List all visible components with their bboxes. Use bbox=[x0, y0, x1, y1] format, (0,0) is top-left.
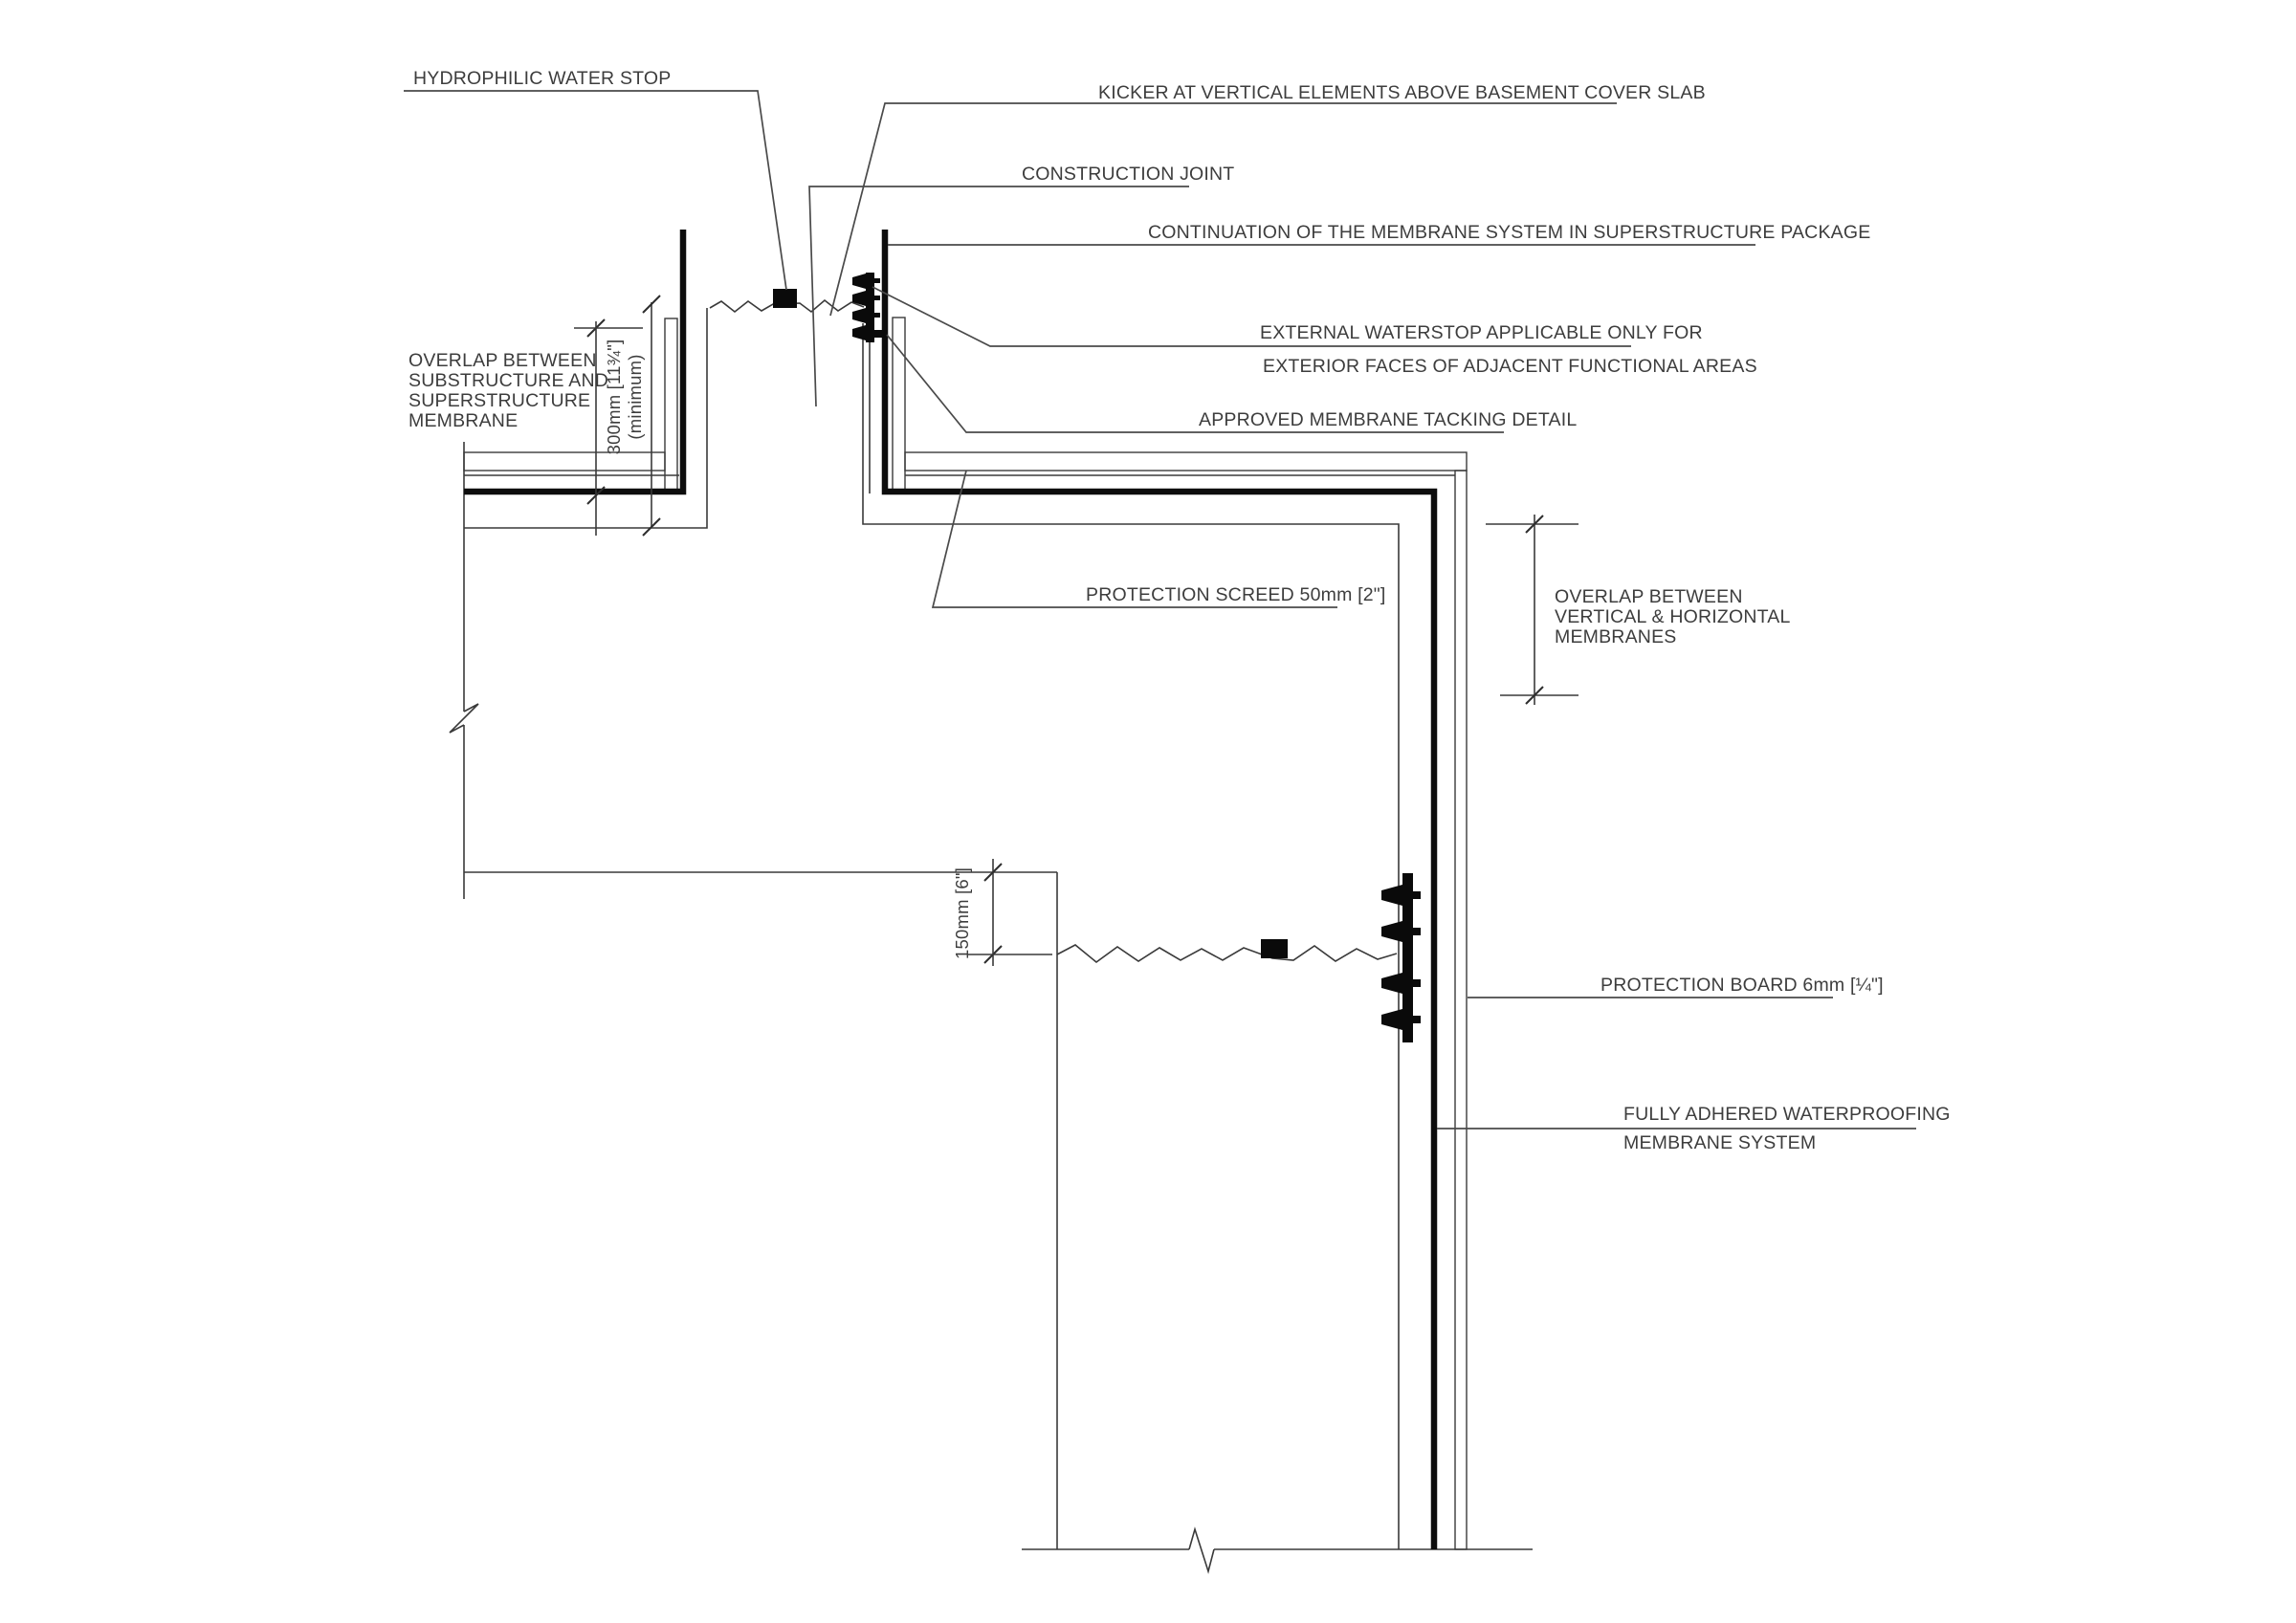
external-waterstop-upper bbox=[852, 273, 886, 342]
kicker-slab-wall-outline bbox=[863, 323, 1399, 1549]
dim-300-text: 300mm [11¾"] bbox=[604, 339, 624, 455]
break-symbol-bottom bbox=[1189, 1529, 1214, 1571]
annotations bbox=[408, 68, 1951, 1153]
construction-joint-label: CONSTRUCTION JOINT bbox=[1022, 164, 1235, 185]
tack-hatch-left bbox=[665, 318, 677, 491]
concrete-outlines bbox=[450, 308, 1533, 1571]
dimension-150mm bbox=[952, 859, 1052, 966]
overlap-vh-label-line3: MEMBRANES bbox=[1555, 626, 1677, 647]
waterstop-nub bbox=[874, 278, 880, 283]
waterstop-nub bbox=[1413, 891, 1421, 899]
external-waterstop-label-line2: EXTERIOR FACES OF ADJACENT FUNCTIONAL AREAS bbox=[1263, 356, 1757, 377]
protection-screed-right bbox=[905, 452, 1467, 475]
external-waterstop-label-line1: EXTERNAL WATERSTOP APPLICABLE ONLY FOR bbox=[1260, 322, 1703, 343]
overlap-sub-label-line4: MEMBRANE bbox=[408, 410, 519, 431]
waterstop-nub bbox=[874, 296, 880, 300]
screed-band-left bbox=[464, 452, 665, 471]
hydrophilic-waterstop-lower bbox=[1261, 939, 1288, 958]
protection-screed-left bbox=[464, 452, 679, 475]
overlap-vh-label-line2: VERTICAL & HORIZONTAL bbox=[1555, 606, 1791, 627]
external-waterstop-lower bbox=[1381, 873, 1421, 1042]
hydrophilic-waterstop-upper bbox=[773, 289, 797, 308]
waterstop-flange bbox=[852, 325, 866, 340]
waterstop-flange bbox=[852, 308, 866, 323]
membrane-tacking-label: APPROVED MEMBRANE TACKING DETAIL bbox=[1199, 409, 1578, 430]
construction-joint-lines bbox=[710, 300, 1397, 962]
waterstop-nub bbox=[1413, 979, 1421, 987]
overlap-sub-label-line2: SUBSTRUCTURE AND bbox=[408, 370, 609, 391]
waterstop-flange bbox=[852, 274, 866, 289]
overlap-sub-label-line1: OVERLAP BETWEEN bbox=[408, 350, 597, 371]
waterstop-nub bbox=[1413, 1016, 1421, 1023]
waterstop-nub bbox=[1413, 928, 1421, 935]
overlap-vh-label-line1: OVERLAP BETWEEN bbox=[1555, 586, 1743, 607]
kicker-label: KICKER AT VERTICAL ELEMENTS ABOVE BASEMENT COVER SLAB bbox=[1098, 82, 1706, 103]
dimension-300mm bbox=[574, 296, 660, 536]
dim-300-note: (minimum) bbox=[625, 354, 645, 440]
protection-board bbox=[1455, 471, 1467, 1549]
waterstop-bar-lower bbox=[1402, 873, 1413, 1042]
dim-150-text: 150mm [6"] bbox=[952, 867, 972, 959]
waterstop-flange bbox=[1381, 973, 1402, 994]
waterstop-flange bbox=[1381, 1009, 1402, 1030]
lower-joint-zigzag bbox=[1057, 945, 1397, 962]
protection-board-strip bbox=[1455, 471, 1467, 1549]
fully-adhered-label-line2: MEMBRANE SYSTEM bbox=[1623, 1132, 1817, 1153]
hydrophilic-water-stop-label: HYDROPHILIC WATER STOP bbox=[413, 68, 672, 89]
waterstop-nub bbox=[874, 313, 880, 318]
waterstop-flange bbox=[1381, 885, 1402, 906]
membrane-tack-strip-left bbox=[665, 318, 677, 491]
screed-band-right bbox=[905, 452, 1467, 471]
fully-adhered-label-line1: FULLY ADHERED WATERPROOFING bbox=[1623, 1104, 1951, 1125]
continuation-label: CONTINUATION OF THE MEMBRANE SYSTEM IN SUPERSTRUCTURE PACKAGE bbox=[1148, 222, 1871, 243]
kicker-leader bbox=[830, 103, 1617, 316]
protection-board-label: PROTECTION BOARD 6mm [¼"] bbox=[1601, 975, 1884, 996]
waterstop-flange bbox=[1381, 921, 1402, 942]
overlap-sub-label-line3: SUPERSTRUCTURE bbox=[408, 390, 591, 411]
hydrophilic-leader bbox=[404, 91, 786, 290]
waterstop-stub bbox=[869, 330, 886, 338]
protection-screed-label: PROTECTION SCREED 50mm [2"] bbox=[1086, 584, 1386, 605]
